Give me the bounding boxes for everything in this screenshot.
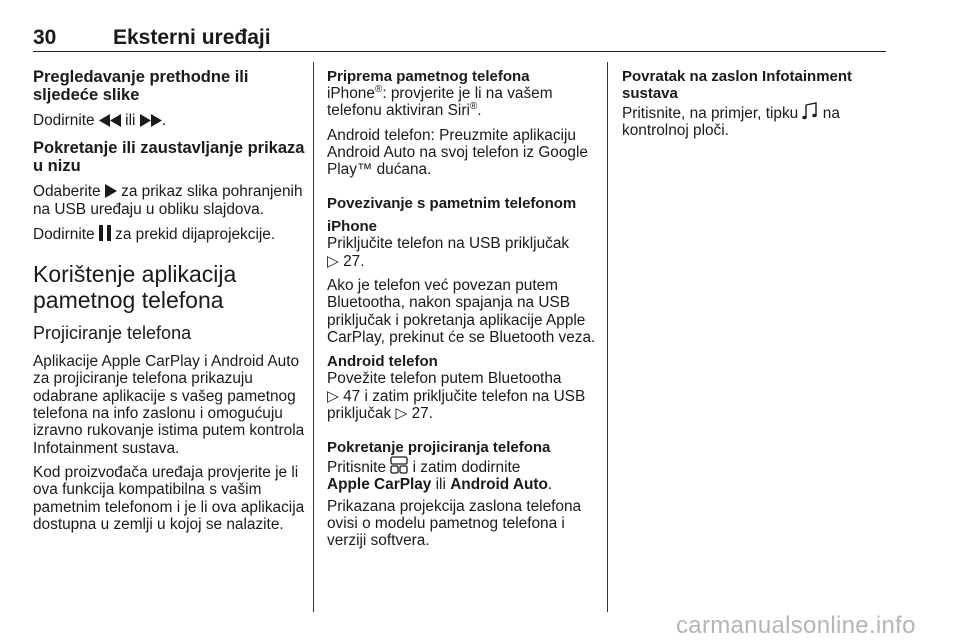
text: ili	[435, 476, 446, 494]
column-2	[327, 68, 599, 557]
text: 47 i zatim priključite telefon na USB priključak	[327, 387, 586, 422]
pause-icon	[99, 225, 111, 241]
text: Dodirnite	[33, 112, 95, 129]
paragraph-connect-usb	[327, 235, 599, 270]
column-3	[622, 68, 872, 147]
paragraph-bluetooth-note: Ako je telefon već povezan putem Bluetootha, nakon spajanja na USB priključak i pokretanja aplikacije Apple CarPlay, prekinut će se Bluetooth veza.	[327, 277, 596, 346]
text: za prekid dijaprojekcije.	[115, 225, 276, 243]
paragraph-return	[622, 102, 872, 140]
text: .	[547, 476, 553, 494]
registered-mark: ®	[374, 83, 383, 95]
text: Dodirnite	[33, 225, 95, 243]
paragraph-slideshow-stop	[33, 225, 305, 243]
text: Priključite telefon na USB priključak	[327, 235, 570, 253]
play-icon	[105, 184, 117, 198]
paragraph-projection-compat: Kod proizvođača uređaja provjerite je li ova funkcija kompatibilna s vašim pametnim telefonom i je li ova aplikacija dostupna u zemlji u kojoj se nalazite.	[33, 463, 305, 533]
reference-arrow-icon: ▷	[395, 404, 408, 422]
text: za prikaz slika pohranjenih na USB uređaju u obliku slajdova.	[33, 183, 303, 218]
music-note-icon	[802, 102, 818, 120]
heading-phone-projection: Projiciranje telefona	[33, 323, 192, 344]
reference-arrow-icon: ▷	[327, 252, 339, 270]
text: i zatim dodirnite	[412, 459, 521, 477]
apple-carplay-label: Apple CarPlay	[327, 476, 432, 494]
paragraph-android-connect	[327, 370, 599, 422]
rewind-icon	[99, 114, 121, 127]
text: Odaberite	[33, 183, 101, 201]
heading-slideshow: Pokretanje ili zaustavljanje prikaza u nizu	[33, 139, 305, 176]
page-reference: 27.	[411, 404, 433, 422]
paragraph-start-projection	[327, 456, 599, 494]
registered-mark: ®	[469, 101, 478, 113]
heading-android-phone: Android telefon	[327, 353, 438, 371]
paragraph-previous-next: Dodirnite ili .	[33, 112, 166, 129]
header-rule	[33, 51, 886, 52]
text: Povežite telefon putem Bluetootha	[327, 370, 562, 388]
text: iPhone	[327, 85, 375, 102]
column-1	[33, 68, 305, 540]
page-header	[33, 26, 271, 50]
text: .	[477, 102, 482, 120]
heading-iphone: iPhone	[327, 218, 378, 236]
column-divider-1	[313, 62, 314, 612]
page-reference: 27.	[343, 252, 365, 270]
paragraph-slideshow-start	[33, 183, 305, 218]
heading-connect-phone: Povezivanje s pametnim telefonom	[327, 195, 577, 213]
heading-previous-next: Pregledavanje prethodne ili sljedeće slike	[33, 68, 249, 104]
heading-return-infotainment: Povratak na zaslon Infotainment sustava	[622, 68, 853, 102]
reference-arrow-icon: ▷	[327, 387, 339, 405]
text: ili	[125, 112, 136, 129]
paragraph-iphone-siri	[327, 85, 599, 120]
heading-prepare-phone: Priprema pametnog telefona	[327, 68, 530, 85]
column-divider-2	[607, 62, 608, 612]
page-number: 30	[33, 26, 57, 49]
page-title: Eksterni uređaji	[113, 26, 271, 49]
paragraph-projection-intro: Aplikacije Apple CarPlay i Android Auto za projiciranje telefona prikazuju odabrane aplikacije s vašeg pametnog telefona na info zaslonu i omogućuju izravno rukovanje istima putem kontrola Infotainment sustava.	[33, 353, 305, 457]
text: Pritisnite, na primjer, tipku	[622, 105, 799, 122]
paragraph-screen-depends: Prikazana projekcija zaslona telefona ovisi o modelu pametnog telefona i verziji softvera.	[327, 497, 582, 550]
phone-projection-icon	[390, 456, 408, 474]
text: Pritisnite	[327, 459, 387, 477]
fast-forward-icon	[140, 114, 162, 127]
android-auto-label: Android Auto	[450, 476, 548, 494]
paragraph-android-download: Android telefon: Preuzmite aplikaciju Android Auto na svoj telefon iz Google Play™ dućana.	[327, 126, 588, 179]
text: na kontrolnoj ploči.	[622, 105, 840, 140]
watermark: carmanualsonline.info	[676, 612, 916, 639]
heading-start-projection: Pokretanje projiciranja telefona	[327, 439, 551, 457]
text: : provjerite je li na vašem telefonu aktiviran Siri	[327, 85, 553, 120]
heading-smartphone-apps: Korištenje aplikacija pametnog telefona	[33, 261, 237, 314]
